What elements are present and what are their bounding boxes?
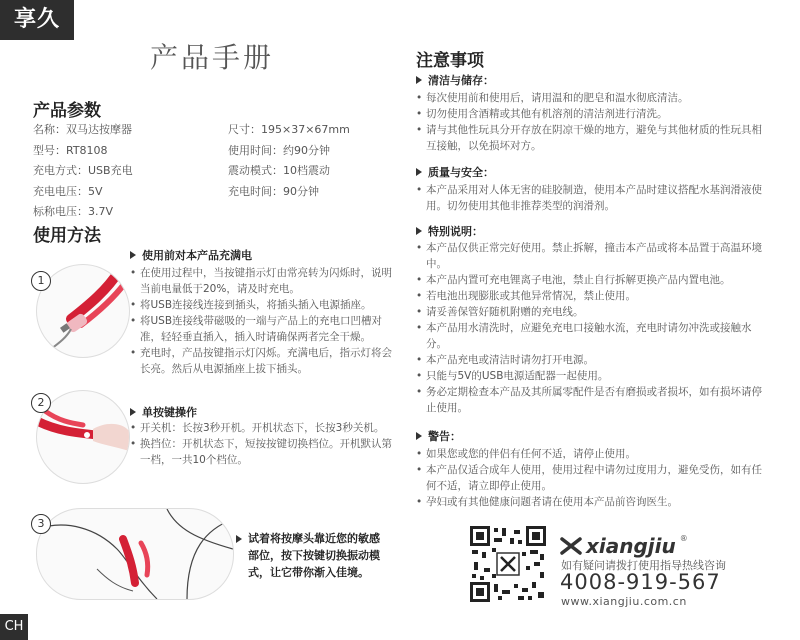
param-name: 名称：双马达按摩器: [33, 123, 132, 136]
notes-bullet: • 请妥善保管好随机附赠的充电线。: [416, 304, 772, 320]
hotline-label: 如有疑问请拨打使用指导热线咨询: [561, 559, 726, 572]
notes-section-warning-title: [416, 428, 461, 444]
step3-illustration: [36, 508, 234, 600]
param-size: 尺寸：195×37×67mm: [228, 123, 350, 136]
notes-section-quality-title: [416, 164, 494, 180]
manual-title: 产品手册: [150, 41, 275, 74]
triangle-bullet-icon: [416, 76, 422, 84]
notes-cleaning-list: [416, 90, 772, 154]
step1-bullet: • 在使用过程中，当按键指示灯由常亮转为闪烁时，说明当前电量低于20%，请及时充电。: [130, 265, 392, 297]
notes-warning-list: [416, 446, 772, 510]
param-usage-time: 使用时间：约90分钟: [228, 143, 330, 157]
triangle-bullet-icon: [130, 251, 136, 259]
notes-section-title-text: 特别说明：: [428, 225, 483, 238]
step3-number: 3: [31, 514, 51, 534]
notes-bullet: • 本产品采用对人体无害的硅胶制造，使用本产品时建议搭配水基润滑液使用。切勿使用其他非推荐类型的润滑剂。: [416, 182, 772, 214]
notes-quality-list: [416, 182, 772, 214]
usage-heading: 使用方法: [33, 226, 101, 246]
notes-bullet: • 本产品仅供正常完好使用。禁止拆解，撞击本产品或将本品置于高温环境中。: [416, 240, 772, 272]
step2-title-text: 单按键操作: [142, 406, 197, 419]
notes-section-title-text: 警告：: [428, 430, 461, 443]
contact-brand-name: xiangjiu: [586, 534, 676, 558]
qr-code-image: [470, 526, 546, 602]
param-charge-voltage: 充电电压：5V: [33, 184, 103, 198]
params-heading: 产品参数: [33, 101, 101, 121]
qr-code: [470, 526, 546, 602]
step1-bullets: [130, 265, 392, 377]
notes-bullet: • 务必定期检查本产品及其所属零配件是否有磨损或者损坏，如有损坏请停止使用。: [416, 384, 772, 416]
notes-bullet: • 请与其他性玩具分开存放在阴凉干燥的地方，避免与其他材质的性玩具相互接触，以免损坏对方。: [416, 122, 772, 154]
notes-bullet: • 本产品仅适合成年人使用，使用过程中请勿过度用力，避免受伤，如有任何不适，请立即停止使用。: [416, 462, 772, 494]
triangle-bullet-icon: [130, 408, 136, 416]
registered-mark: ®: [679, 534, 688, 543]
param-charge-time: 充电时间：90分钟: [228, 184, 319, 198]
notes-bullet: • 本产品充电或清洁时请勿打开电源。: [416, 352, 772, 368]
step2-number: 2: [31, 393, 51, 413]
step2-title: [130, 404, 197, 420]
language-tag: CH: [0, 614, 28, 640]
notes-heading: 注意事项: [416, 51, 484, 71]
hotline-number[interactable]: 4008-919-567: [560, 570, 721, 594]
notes-bullet: • 切勿使用含酒精或其他有机溶剂的清洁剂进行清洗。: [416, 106, 772, 122]
notes-special-list: [416, 240, 772, 416]
triangle-bullet-icon: [416, 227, 422, 235]
step1-bullet: • 将USB连接线连接到插头，将插头插入电源插座。: [130, 297, 392, 313]
params-left-list: [33, 120, 133, 223]
website-link[interactable]: www.xiangjiu.com.cn: [561, 595, 687, 608]
step1-title: [130, 247, 252, 263]
notes-bullet: • 孕妇或有其他健康问题者请在使用本产品前咨询医生。: [416, 494, 772, 510]
notes-bullet: • 只能与5V的USB电源适配器一起使用。: [416, 368, 772, 384]
triangle-bullet-icon: [416, 168, 422, 176]
step2-bullets: [130, 420, 392, 468]
params-right-list: [228, 120, 350, 202]
step2-bullet: • 开关机：长按3秒开机。开机状态下，长按3秒关机。: [130, 420, 392, 436]
notes-bullet: • 本产品用水清洗时，应避免充电口接触水流，充电时请勿冲洗或接触水分。: [416, 320, 772, 352]
param-charge-method: 充电方式：USB充电: [33, 164, 133, 177]
step1-number: 1: [31, 271, 51, 291]
notes-bullet: • 每次使用前和使用后，请用温和的肥皂和温水彻底清洁。: [416, 90, 772, 106]
contact-brand: [560, 534, 688, 558]
notes-section-cleaning-title: [416, 72, 494, 88]
step2-bullet: • 换挡位：开机状态下，短按按键切换档位。开机默认第一档，一共10个档位。: [130, 436, 392, 468]
param-vibration-modes: 震动模式：10档震动: [228, 164, 330, 177]
step3-block: [236, 530, 390, 581]
step3-text: 试着将按摩头靠近您的敏感部位，按下按键切换振动模式，让它带你渐入佳境。: [248, 532, 380, 579]
triangle-bullet-icon: [416, 432, 422, 440]
triangle-bullet-icon: [236, 535, 242, 543]
param-model: 型号：RT8108: [33, 143, 108, 157]
usage-scene-illustration: [37, 509, 233, 599]
step1-bullet: • 将USB连接线带磁吸的一端与产品上的充电口凹槽对准，轻轻垂直插入，插入时请确保两者完全干燥。: [130, 313, 392, 345]
notes-bullet: • 如果您或您的伴侣有任何不适，请停止使用。: [416, 446, 772, 462]
brand-logo: 享久: [0, 0, 74, 40]
notes-bullet: • 本产品内置可充电锂离子电池，禁止自行拆解更换产品内置电池。: [416, 272, 772, 288]
xiangjiu-x-icon: [560, 537, 582, 555]
notes-section-title-text: 质量与安全：: [428, 166, 494, 179]
notes-bullet: • 若电池出现膨胀或其他异常情况，禁止使用。: [416, 288, 772, 304]
step1-bullet: • 充电时，产品按键指示灯闪烁。充满电后，指示灯将会长亮。然后从电源插座上拔下插头。: [130, 345, 392, 377]
notes-section-special-title: [416, 223, 483, 239]
param-nominal-voltage: 标称电压：3.7V: [33, 205, 114, 218]
step1-title-text: 使用前对本产品充满电: [142, 249, 252, 262]
notes-section-title-text: 清洁与储存：: [428, 74, 494, 87]
